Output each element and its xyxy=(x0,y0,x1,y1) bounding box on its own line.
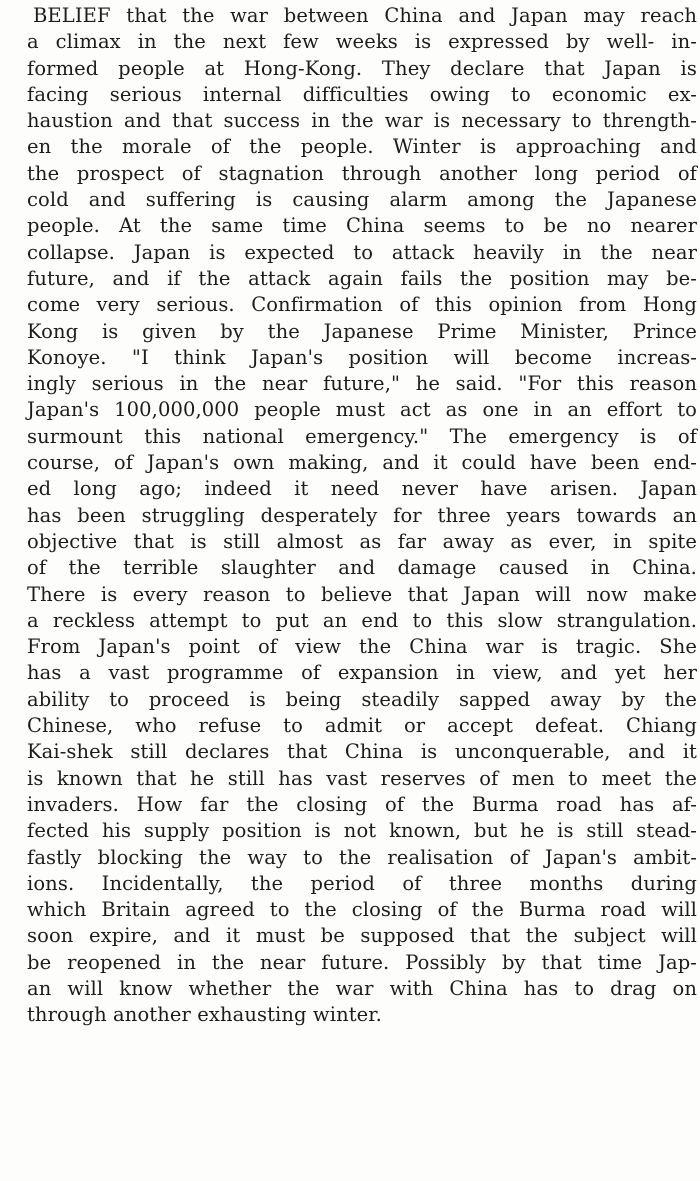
text-line: future, and if the attack again fails the position may be- xyxy=(27,266,697,290)
text-line: en the morale of the people. Winter is approaching and xyxy=(27,135,697,159)
text-line: people. At the same time China seems to be no nearer xyxy=(27,214,697,238)
text-line: objective that is still almost as far away as ever, in spite xyxy=(27,529,697,553)
text-line: ed long ago; indeed it need never have arisen. Japan xyxy=(27,477,697,501)
text-line: There is every reason to believe that Japan will now make xyxy=(27,582,697,606)
text-line: facing serious internal difficulties owing to economic ex- xyxy=(27,82,697,106)
text-line: Chinese, who refuse to admit or accept defeat. Chiang xyxy=(27,714,697,738)
text-line: Kong is given by the Japanese Prime Minister, Prince xyxy=(27,319,697,343)
text-line: fected his supply position is not known, but he is still stead- xyxy=(27,819,697,843)
text-line: Kai-shek still declares that China is unconquerable, and it xyxy=(27,740,697,764)
article-text xyxy=(27,3,697,1029)
text-line: has been struggling desperately for three years towards an xyxy=(27,503,697,527)
text-line: ingly serious in the near future," he said. "For this reason xyxy=(27,372,697,396)
text-line: an will know whether the war with China has to drag on xyxy=(27,976,697,1000)
text-line: haustion and that success in the war is necessary to thrength- xyxy=(27,109,697,133)
text-line: Konoye. "I think Japan's position will become increas- xyxy=(27,345,697,369)
text-line: fastly blocking the way to the realisation of Japan's ambit- xyxy=(27,845,697,869)
text-line: soon expire, and it must be supposed that the subject will xyxy=(27,924,697,948)
text-line: a reckless attempt to put an end to this slow strangulation. xyxy=(27,608,697,632)
text-line: cold and suffering is causing alarm among the Japanese xyxy=(27,188,697,212)
text-line: From Japan's point of view the China war is tragic. She xyxy=(27,635,697,659)
text-line: surmount this national emergency." The emergency is of xyxy=(27,424,697,448)
text-line: which Britain agreed to the closing of the Burma road will xyxy=(27,898,697,922)
text-line: collapse. Japan is expected to attack heavily in the near xyxy=(27,240,697,264)
text-line: is known that he still has vast reserves of men to meet the xyxy=(27,766,697,790)
text-line: formed people at Hong-Kong. They declare that Japan is xyxy=(27,56,697,80)
text-line: Japan's 100,000,000 people must act as one in an effort to xyxy=(27,398,697,422)
text-line: BELIEF that the war between China and Japan may reach xyxy=(33,4,697,27)
text-line: ions. Incidentally, the period of three months during xyxy=(27,871,697,895)
text-line: course, of Japan's own making, and it could have been end- xyxy=(27,451,697,475)
text-line: invaders. How far the closing of the Burma road has af- xyxy=(27,792,697,816)
text-line: the prospect of stagnation through another long period of xyxy=(27,161,697,185)
text-line: ability to proceed is being steadily sapped away by the xyxy=(27,687,697,711)
text-line: a climax in the next few weeks is expressed by well- in- xyxy=(27,30,697,54)
text-line: has a vast programme of expansion in view, and yet her xyxy=(27,661,697,685)
text-line: through another exhausting winter. xyxy=(27,1003,382,1027)
text-line: come very serious. Confirmation of this opinion from Hong xyxy=(27,293,697,317)
text-line: be reopened in the near future. Possibly by that time Jap- xyxy=(27,950,697,974)
text-line: of the terrible slaughter and damage caused in China. xyxy=(27,556,697,580)
